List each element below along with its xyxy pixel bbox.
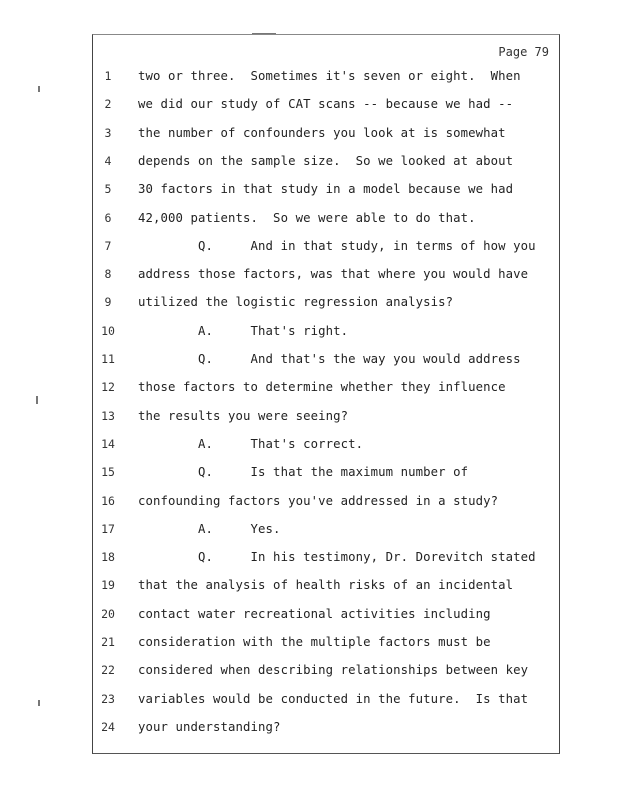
line-text: contact water recreational activities including [138, 606, 491, 621]
scan-mark-left-3 [38, 700, 40, 706]
line-text: variables would be conducted in the future. Is that [138, 691, 529, 706]
transcript-line [93, 437, 559, 457]
transcript-line [93, 550, 559, 570]
transcript-line [93, 211, 559, 231]
line-text: depends on the sample size. So we looked at about [138, 153, 514, 168]
transcript-line [93, 97, 559, 117]
line-number: 15 [101, 465, 115, 480]
line-text: those factors to determine whether they influence [138, 380, 506, 395]
transcript-line [93, 69, 559, 89]
line-number: 24 [101, 719, 115, 734]
line-text: 42,000 patients. So we were able to do that. [138, 210, 476, 225]
line-text: consideration with the multiple factors must be [138, 635, 491, 649]
page-number: Page 79 [498, 45, 549, 59]
line-number: 11 [101, 352, 115, 366]
transcript-line [93, 465, 559, 485]
line-number: 13 [101, 408, 115, 423]
line-text: we did our study of CAT scans -- because we had -- [138, 97, 514, 112]
scan-mark-left-1 [38, 86, 40, 92]
line-number: 4 [104, 153, 112, 168]
line-text: A. That's right. [138, 323, 349, 338]
transcript-line [93, 324, 559, 344]
transcript-line [93, 267, 559, 287]
line-text: the results you were seeing? [138, 408, 349, 423]
transcript-line [93, 380, 559, 400]
transcript-line [93, 663, 559, 683]
transcript-line [93, 635, 559, 655]
line-number: 19 [101, 578, 115, 593]
line-number: 8 [104, 267, 112, 282]
line-number: 22 [101, 663, 115, 678]
line-number: 9 [104, 295, 112, 310]
line-text: that the analysis of health risks of an incidental [138, 578, 514, 593]
line-text: address those factors, was that where you would have [138, 267, 529, 282]
transcript-line [93, 409, 559, 429]
transcript-line [93, 295, 559, 315]
line-number: 14 [101, 436, 115, 451]
line-number: 18 [101, 550, 115, 565]
transcript-line [93, 352, 559, 372]
line-text: 30 factors in that study in a model because we had [138, 182, 514, 197]
line-text: Q. And that's the way you would address [138, 352, 521, 366]
transcript-line [93, 522, 559, 542]
line-number: 2 [104, 97, 112, 112]
line-number: 6 [104, 210, 112, 225]
transcript-line [93, 720, 559, 740]
transcript-line [93, 154, 559, 174]
line-text: Q. And in that study, in terms of how you [138, 238, 536, 253]
line-text: considered when describing relationships between key [138, 663, 529, 678]
line-number: 5 [104, 182, 112, 197]
line-number: 10 [101, 323, 115, 338]
line-text: two or three. Sometimes it's seven or eight. When [138, 69, 521, 83]
line-text: your understanding? [138, 719, 281, 734]
line-text: confounding factors you've addressed in a study? [138, 493, 499, 508]
transcript-line [93, 578, 559, 598]
transcript-line [93, 126, 559, 146]
line-number: 1 [104, 69, 112, 83]
line-number: 7 [104, 238, 112, 253]
line-text: Q. Is that the maximum number of [138, 465, 469, 480]
transcript-line [93, 239, 559, 259]
line-text: Q. In his testimony, Dr. Dorevitch stated [138, 550, 536, 565]
line-number: 3 [104, 125, 112, 140]
transcript-line [93, 494, 559, 514]
transcript-line [93, 607, 559, 627]
line-text: the number of confounders you look at is somewhat [138, 125, 506, 140]
line-text: A. Yes. [138, 521, 281, 536]
line-number: 17 [101, 521, 115, 536]
transcript-page [92, 34, 560, 754]
line-number: 20 [101, 606, 115, 621]
line-number: 12 [101, 380, 115, 395]
line-number: 21 [101, 635, 115, 649]
scan-mark-top [252, 33, 276, 34]
transcript-line [93, 692, 559, 712]
line-number: 23 [101, 691, 115, 706]
scan-mark-left-2 [36, 396, 38, 404]
line-number: 16 [101, 493, 115, 508]
line-text: utilized the logistic regression analysis? [138, 295, 454, 310]
line-text: A. That's correct. [138, 436, 364, 451]
transcript-line [93, 182, 559, 202]
